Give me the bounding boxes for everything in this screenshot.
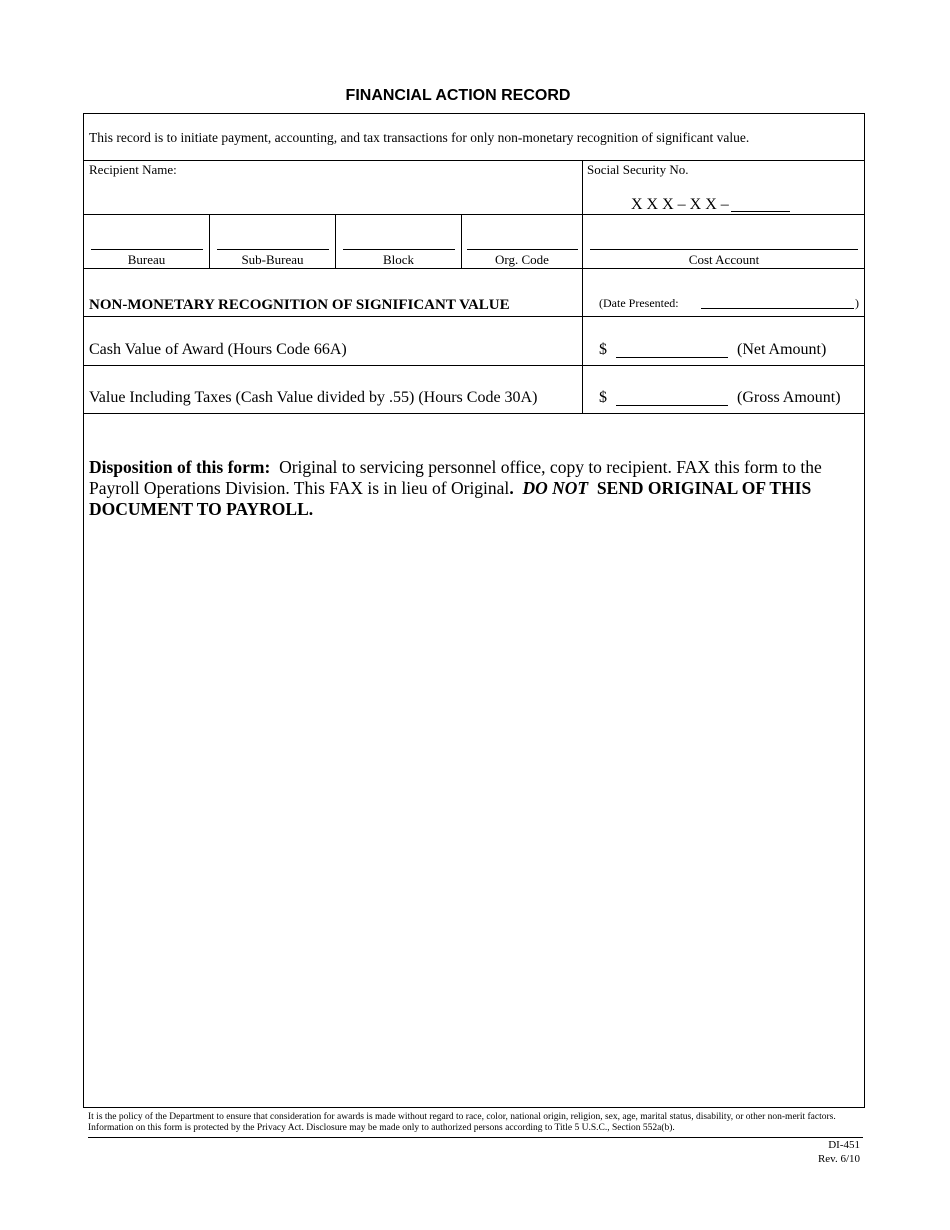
divider <box>83 268 865 269</box>
column-divider <box>461 214 462 268</box>
net-amount-label: (Net Amount) <box>737 341 827 358</box>
gross-currency-symbol: $ <box>599 389 607 406</box>
form-title: FINANCIAL ACTION RECORD <box>345 87 571 104</box>
block-label: Block <box>382 252 415 267</box>
bureau-label: Bureau <box>127 252 166 267</box>
column-divider <box>335 214 336 268</box>
disposition-body: Original to servicing personnel office, copy to recipient. FAX this form to the Payroll Operations Division. This FAX is in lieu of Original <box>89 457 822 498</box>
ssn-last-four-field[interactable] <box>731 211 790 212</box>
divider <box>83 160 865 161</box>
date-presented-label: (Date Presented: <box>599 296 679 310</box>
disposition-closing: SEND ORIGINAL OF THIS DOCUMENT TO PAYROLL. <box>89 478 812 519</box>
sub-bureau-label: Sub-Bureau <box>241 252 304 267</box>
disposition-text <box>89 457 859 520</box>
do-not-emphasis: DO NOT <box>522 478 589 498</box>
disposition-label: Disposition of this form: <box>89 457 271 477</box>
disposition-period: . <box>509 478 514 498</box>
org-code-field[interactable] <box>467 249 578 250</box>
gross-value-label: Value Including Taxes (Cash Value divided by .55) (Hours Code 30A) <box>89 389 538 406</box>
net-amount-field[interactable] <box>616 357 728 358</box>
gross-amount-field[interactable] <box>616 405 728 406</box>
column-divider <box>209 214 210 268</box>
block-field[interactable] <box>343 249 455 250</box>
policy-notice: It is the policy of the Department to ensure that consideration for awards is made without regard to race, color, national origin, religion, sex, age, marital status, disability, or other non-merit factors. Information on this form is protected by the Privacy Act. Disclosure may be made only to authorized persons according to Title 5 U.S.C., Section 552a(b). <box>88 1112 836 1133</box>
org-code-label: Org. Code <box>495 252 549 267</box>
revision-date: Rev. 6/10 <box>817 1153 860 1165</box>
bureau-field[interactable] <box>91 249 203 250</box>
cost-account-field[interactable] <box>590 249 858 250</box>
divider <box>83 365 865 366</box>
footer-rule <box>88 1137 863 1138</box>
cost-account-label: Cost Account <box>688 252 760 267</box>
ssn-label: Social Security No. <box>587 162 689 177</box>
divider <box>83 214 865 215</box>
sub-bureau-field[interactable] <box>217 249 329 250</box>
intro-text: This record is to initiate payment, accounting, and tax transactions for only non-monetary recognition of significant value. <box>89 130 750 145</box>
date-presented-field[interactable] <box>701 308 854 309</box>
cash-value-label: Cash Value of Award (Hours Code 66A) <box>89 341 347 358</box>
section-heading: NON-MONETARY RECOGNITION OF SIGNIFICANT VALUE <box>89 297 510 313</box>
gross-amount-label: (Gross Amount) <box>737 389 841 406</box>
date-presented-close: ) <box>855 296 859 310</box>
net-currency-symbol: $ <box>599 341 607 358</box>
ssn-mask: X X X – X X – <box>631 196 729 213</box>
recipient-name-field[interactable] <box>89 178 577 210</box>
divider <box>83 316 865 317</box>
recipient-name-label: Recipient Name: <box>89 162 177 177</box>
form-number: DI-451 <box>828 1139 860 1151</box>
divider <box>83 413 865 414</box>
column-divider <box>582 160 583 413</box>
